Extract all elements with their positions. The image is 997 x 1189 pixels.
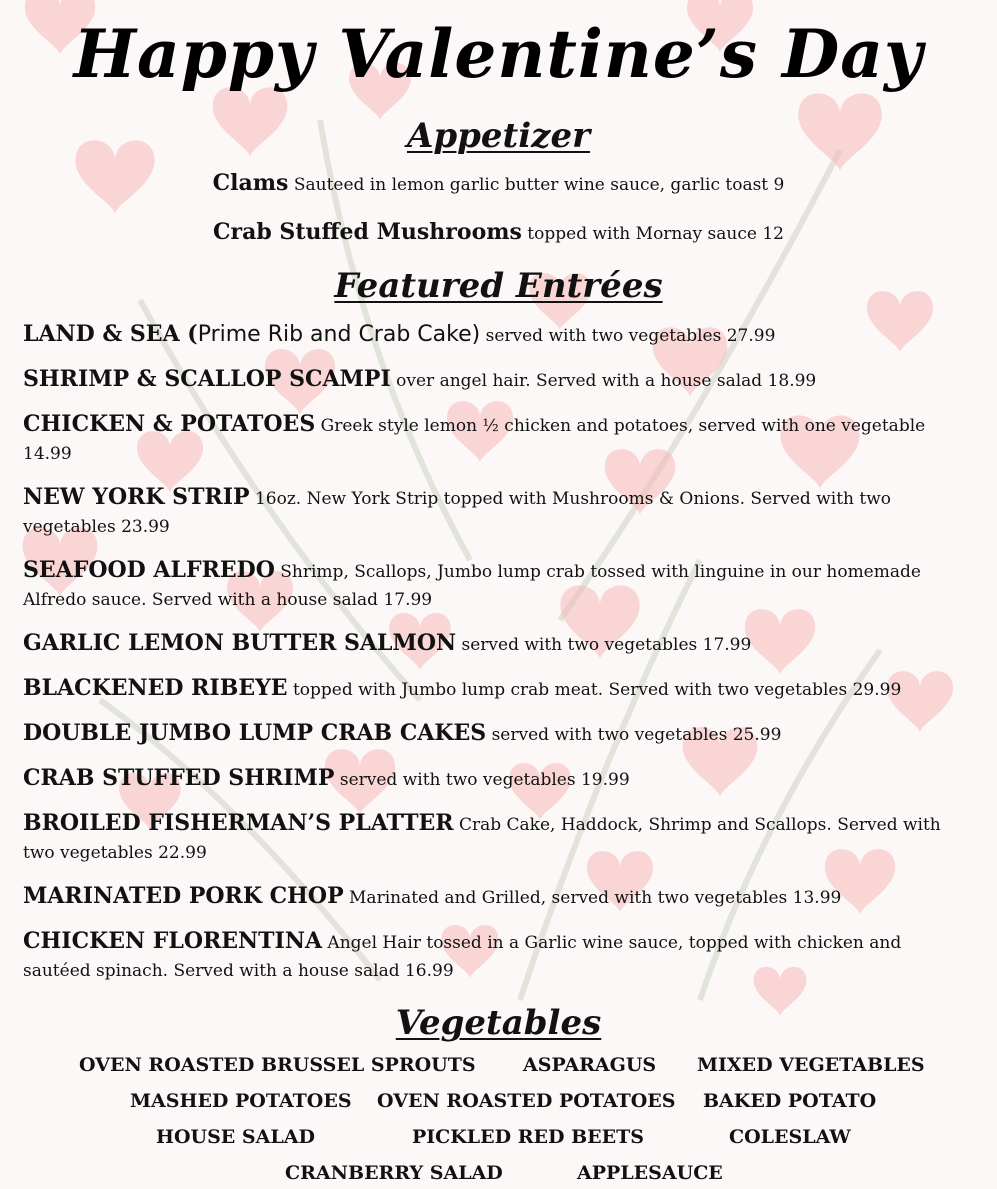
entree-desc: topped with Jumbo lump crab meat. Served with two vegetables 29.99 [287, 680, 902, 700]
entree-item [23, 410, 973, 468]
vegetable-row [0, 1050, 997, 1080]
appetizer-item [0, 170, 997, 196]
vegetables-heading: Vegetables [395, 1003, 602, 1043]
entree-desc: served with two vegetables 17.99 [456, 635, 752, 655]
vegetable-item: PICKLED RED BEETS [412, 1126, 644, 1148]
entree-item [23, 483, 973, 541]
vegetable-row [0, 1122, 997, 1152]
vegetable-item: OVEN ROASTED BRUSSEL SPROUTS [79, 1054, 476, 1076]
vegetable-item: OVEN ROASTED POTATOES [377, 1090, 676, 1112]
menu-title: Happy Valentine’s Day [73, 15, 924, 93]
vegetable-item: MIXED VEGETABLES [697, 1054, 925, 1076]
entree-name: SHRIMP & SCALLOP SCAMPI [23, 366, 391, 392]
entree-name: LAND & SEA ( [23, 321, 198, 347]
appetizer-name: Clams [212, 170, 289, 196]
vegetable-item: CRANBERRY SALAD [285, 1162, 503, 1184]
entree-desc: Marinated and Grilled, served with two vegetables 13.99 [343, 888, 842, 908]
vegetable-item: HOUSE SALAD [156, 1126, 315, 1148]
entree-item [23, 719, 973, 749]
entree-item [23, 927, 973, 985]
entree-item [23, 764, 973, 794]
entree-desc: Shrimp, Scallops, Jumbo lump crab tossed with linguine in our homemade Alfredo sauce. Served with a house salad 17.99 [23, 562, 921, 610]
entree-desc: Angel Hair tossed in a Garlic wine sauce, topped with chicken and sautéed spinach. Served with a house salad 16.99 [23, 933, 902, 981]
vegetable-row [0, 1086, 997, 1116]
entree-desc: served with two vegetables 19.99 [334, 770, 630, 790]
appetizer-name: Crab Stuffed Mushrooms [213, 219, 522, 245]
entree-name: CHICKEN FLORENTINA [23, 928, 323, 954]
entree-desc: Crab Cake, Haddock, Shrimp and Scallops. Served with two vegetables 22.99 [23, 815, 941, 863]
vegetable-item: MASHED POTATOES [130, 1090, 352, 1112]
entree-list [23, 320, 973, 1000]
entree-desc: Greek style lemon ½ chicken and potatoes, served with one vegetable 14.99 [23, 416, 926, 464]
entree-item [23, 556, 973, 614]
entree-name: SEAFOOD ALFREDO [23, 557, 275, 583]
entree-name: CRAB STUFFED SHRIMP [23, 765, 335, 791]
entree-item [23, 674, 973, 704]
entree-item [23, 882, 973, 912]
entree-name: DOUBLE JUMBO LUMP CRAB CAKES [23, 720, 487, 746]
entree-name-detail: Prime Rib and Crab Cake) [197, 322, 481, 347]
entrees-heading: Featured Entrées [334, 266, 663, 306]
entree-desc: served with two vegetables 27.99 [480, 326, 776, 346]
entree-name: MARINATED PORK CHOP [23, 883, 344, 909]
entree-desc: served with two vegetables 25.99 [486, 725, 782, 745]
entree-name: BROILED FISHERMAN’S PLATTER [23, 810, 454, 836]
appetizer-heading: Appetizer [406, 116, 591, 156]
vegetable-item: APPLESAUCE [577, 1162, 723, 1184]
entree-item [23, 809, 973, 867]
entree-name: CHICKEN & POTATOES [23, 411, 316, 437]
entree-item [23, 320, 973, 350]
vegetable-item: ASPARAGUS [523, 1054, 657, 1076]
vegetable-item: COLESLAW [729, 1126, 851, 1148]
entree-desc: over angel hair. Served with a house salad 18.99 [390, 371, 817, 391]
appetizer-desc: topped with Mornay sauce 12 [521, 224, 784, 244]
entree-name: GARLIC LEMON BUTTER SALMON [23, 630, 457, 656]
appetizer-item [0, 219, 997, 245]
vegetable-row [0, 1158, 997, 1188]
entree-item [23, 365, 973, 395]
entree-desc: 16oz. New York Strip topped with Mushrooms & Onions. Served with two vegetables 23.99 [23, 489, 891, 537]
vegetable-item: BAKED POTATO [703, 1090, 877, 1112]
entree-name: BLACKENED RIBEYE [23, 675, 288, 701]
entree-name: NEW YORK STRIP [23, 484, 250, 510]
appetizer-desc: Sauteed in lemon garlic butter wine sauce, garlic toast 9 [288, 175, 785, 195]
entree-item [23, 629, 973, 659]
